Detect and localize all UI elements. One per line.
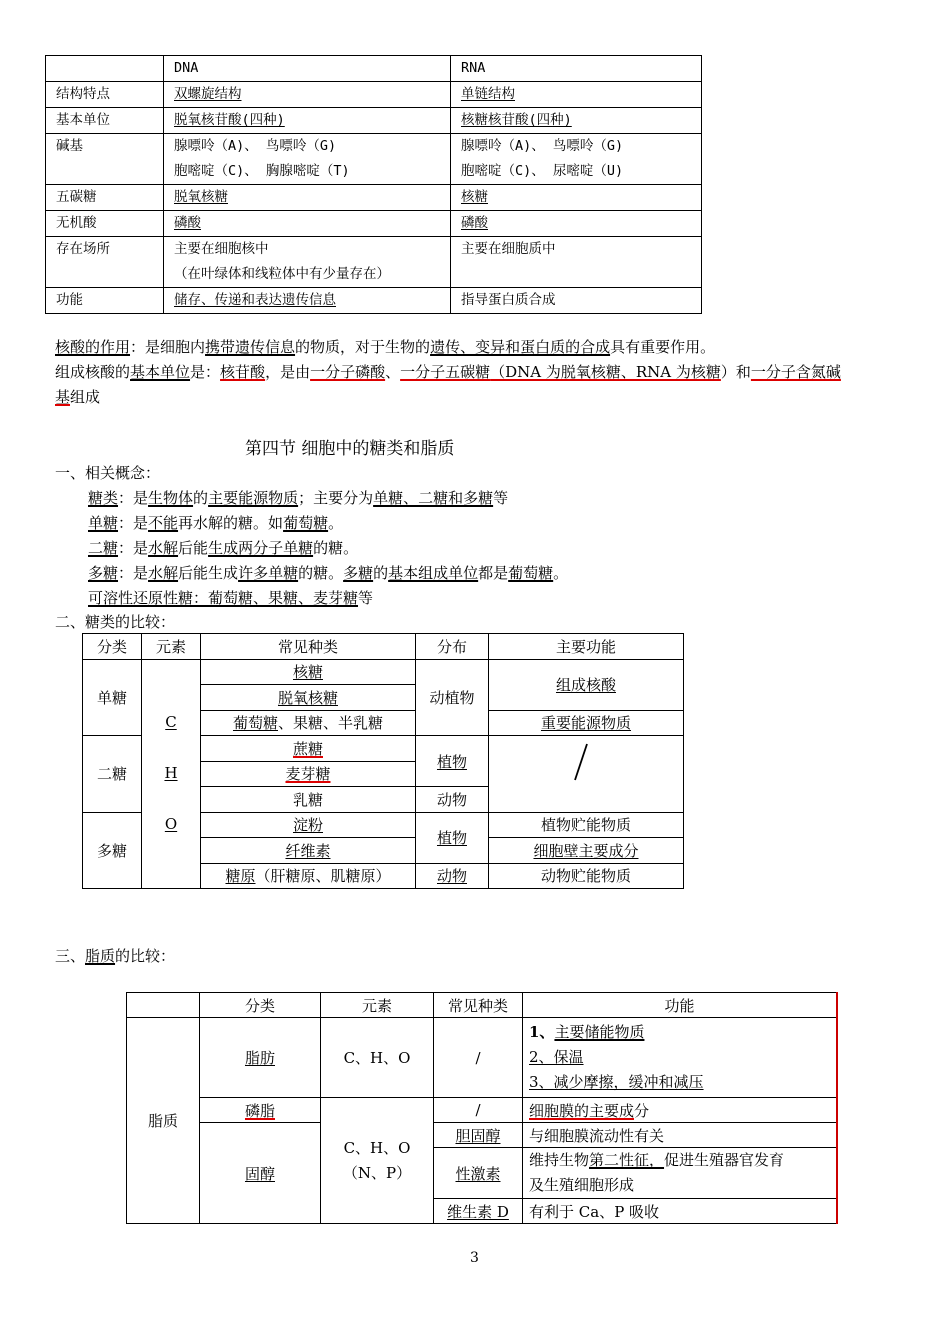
header-cell: 功能	[523, 993, 838, 1018]
kind-ribose: 核糖	[292, 663, 323, 682]
concept-polysaccharide: 多糖：是水解后能生成许多单糖的糖。多糖的基本组成单位都是葡萄糖。	[88, 564, 569, 582]
row-label: 碱基	[46, 134, 164, 185]
kind-deoxyribose: 脱氧核糖	[277, 688, 338, 707]
cell-text: 胞嘧啶（C)、 胸腺嘧啶（T)	[174, 163, 350, 179]
sugar-table: 分类 元素 常见种类 分布 主要功能 单糖 C H O 核糖 动植物 组成核酸 脱氧核糖 葡萄糖、果糖、半乳糖 重要能源物质 二糖 蔗糖 植物 麦芽糖 乳糖 动物 多糖 淀粉 植物 植物贮能物质 纤维素 细胞壁主要成分 糖原（肝糖原、肌糖原） 动物 动物贮能物质	[82, 633, 684, 889]
kind-fat: 脂肪	[244, 1049, 275, 1067]
vitd-func: 有利于 Ca、P 吸收	[523, 1199, 838, 1224]
func-cell: 组成核酸	[555, 676, 616, 694]
cell-text: （在叶绿体和线粒体中有少量存在）	[174, 266, 390, 282]
category-monosaccharide: 单糖	[83, 659, 142, 736]
kind-starch: 淀粉	[292, 816, 323, 835]
cell-text: 腺嘌呤（A)、 鸟嘌呤（G)	[461, 138, 624, 154]
cell-text: 指导蛋白质合成	[461, 292, 556, 308]
kind-lactose: 乳糖	[201, 787, 416, 813]
lipid-table	[126, 992, 838, 1224]
nucleic-role-line: 核酸的作用：是细胞内携带遗传信息的物质，对于生物的遗传、变异和蛋白质的合成具有重要作用。	[55, 338, 716, 356]
func-cell: 植物贮能物质	[489, 812, 684, 838]
concept-disaccharide: 二糖：是水解后能生成两分子单糖的糖。	[88, 539, 359, 557]
concept-reducing-sugar: 可溶性还原性糖：葡萄糖、果糖、麦芽糖等	[88, 589, 374, 607]
dna-rna-table	[45, 55, 702, 314]
dist-cell: 植物	[436, 752, 467, 771]
dist-cell: 动物	[416, 787, 489, 813]
concept-sugar: 糖类：是生物体的主要能源物质；主要分为单糖、二糖和多糖等	[88, 489, 509, 507]
kind-sucrose: 蔗糖	[292, 739, 323, 758]
cell-text: 储存、传递和表达遗传信息	[174, 292, 336, 308]
cell-text: 双螺旋结构	[174, 86, 242, 102]
cell-text: 主要在细胞核中	[174, 241, 269, 257]
header-cell: 分类	[83, 634, 142, 660]
row-label: 无机酸	[46, 211, 164, 237]
dist-cell: 植物	[436, 829, 467, 847]
kind-sterol: 固醇	[244, 1164, 275, 1183]
cell-text: 脱氧核苷酸(四种)	[174, 112, 285, 128]
sex-func: 维持生物第二性征，促进生殖器官发育 及生殖细胞形成	[523, 1148, 838, 1199]
header-cell: 常见种类	[434, 993, 523, 1018]
kind-maltose: 麦芽糖	[285, 765, 331, 784]
kind-sex-hormone: 性激素	[455, 1164, 501, 1183]
kind-cellulose: 纤维素	[285, 841, 331, 860]
row-label: 五碳糖	[46, 185, 164, 211]
kind-vitamin-d: 维生素 D	[447, 1202, 509, 1221]
func-cell: 动物贮能物质	[489, 863, 684, 889]
cell-text: 磷酸	[461, 215, 488, 231]
cell-text: 腺嘌呤（A)、 鸟嘌呤（G)	[174, 138, 337, 154]
nucleic-unit-line: 组成核酸的基本单位是：核苷酸，是由一分子磷酸、一分子五碳糖（DNA 为脱氧核糖、RNA 为核糖）和一分子含氮碱	[55, 363, 841, 381]
cell-text: 核糖	[461, 189, 488, 205]
nucleic-unit-line-cont: 基组成	[55, 388, 101, 406]
slash-mark	[571, 742, 591, 784]
lipid-group: 脂质	[127, 1018, 200, 1224]
section-title: 第四节 细胞中的糖类和脂质	[245, 439, 455, 459]
dist-cell: 动物	[436, 867, 467, 886]
header-cell: 主要功能	[489, 634, 684, 660]
cell-text: 磷酸	[174, 215, 201, 231]
header-cell: 分类	[200, 993, 321, 1018]
header-cell: 分布	[416, 634, 489, 660]
kind-phospholipid: 磷脂	[244, 1101, 275, 1120]
row-label: 结构特点	[46, 82, 164, 108]
cell-text: 胞嘧啶（C)、 尿嘧啶（U)	[461, 163, 624, 179]
row-label: 基本单位	[46, 108, 164, 134]
elements-cell: C、H、O	[321, 1018, 434, 1098]
lipid-heading: 三、脂质的比较：	[55, 947, 176, 965]
cell-text: 脱氧核糖	[174, 189, 228, 205]
header-cell: 元素	[321, 993, 434, 1018]
header-cell	[127, 993, 200, 1018]
concepts-heading: 一、相关概念：	[55, 464, 161, 482]
slash-cell: /	[434, 1098, 523, 1123]
sugar-heading: 二、糖类的比较：	[55, 613, 176, 631]
cell-text: 核糖核苷酸(四种)	[461, 112, 572, 128]
kind-glucose: 葡萄糖	[232, 714, 278, 733]
phos-func: 细胞膜的主要成分	[523, 1098, 838, 1123]
func-cell: 重要能源物质	[540, 714, 631, 733]
category-polysaccharide: 多糖	[83, 812, 142, 889]
empty-func-cell	[489, 736, 684, 813]
row-label: 存在场所	[46, 237, 164, 288]
header-cell: 常见种类	[201, 634, 416, 660]
header-cell: RNA	[451, 56, 702, 82]
cell-text: 主要在细胞质中	[461, 241, 556, 257]
header-cell: 元素	[142, 634, 201, 660]
header-cell: DNA	[164, 56, 451, 82]
chol-func: 与细胞膜流动性有关	[523, 1123, 838, 1148]
cell-text: 单链结构	[461, 86, 515, 102]
elements-cell: C H O	[142, 659, 201, 889]
page-number: 3	[470, 1250, 479, 1266]
kind-glycogen: 糖原	[225, 867, 256, 886]
fat-func: 1、主要储能物质 2、保温 3、减少摩擦，缓冲和减压	[523, 1018, 838, 1098]
header-cell	[46, 56, 164, 82]
concept-monosaccharide: 单糖：是不能再水解的糖。如葡萄糖。	[88, 514, 344, 532]
dist-cell: 动植物	[416, 659, 489, 736]
row-label: 功能	[46, 288, 164, 314]
func-cell: 细胞壁主要成分	[533, 841, 639, 860]
elements-cell: C、H、O （N、P）	[321, 1098, 434, 1224]
kind-cholesterol: 胆固醇	[455, 1126, 501, 1145]
slash-cell: /	[434, 1018, 523, 1098]
category-disaccharide: 二糖	[83, 736, 142, 813]
